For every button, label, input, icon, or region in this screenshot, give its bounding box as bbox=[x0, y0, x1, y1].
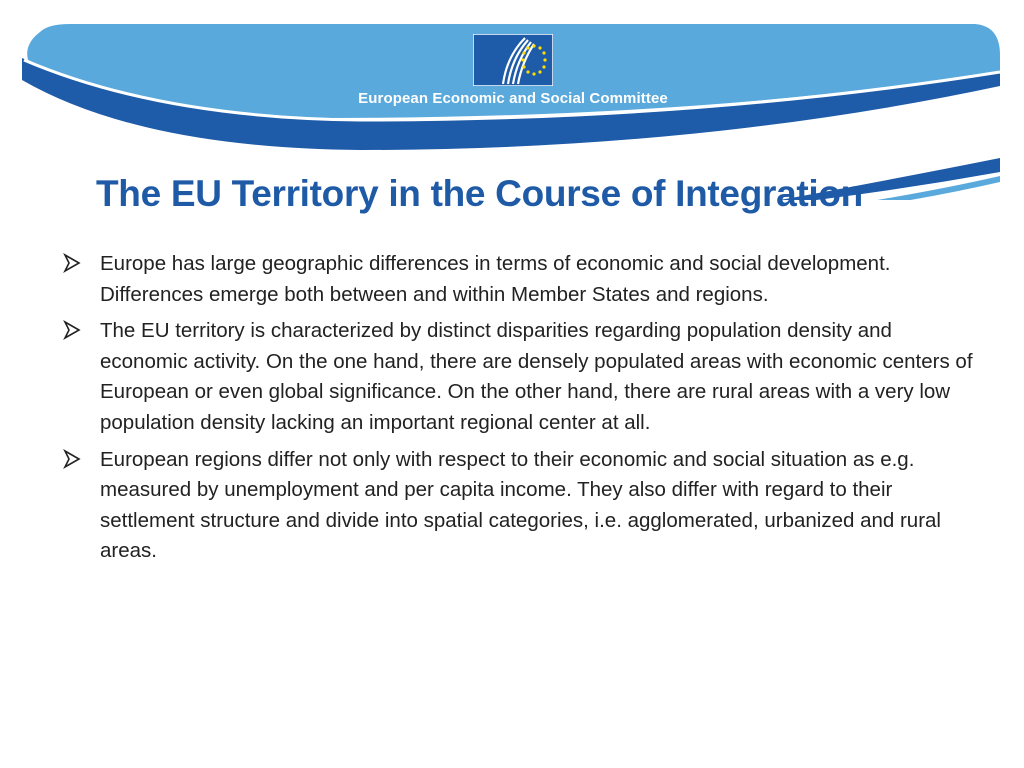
bullet-item bbox=[60, 445, 980, 567]
arrow-bullet-icon bbox=[62, 253, 82, 273]
bullet-list bbox=[60, 249, 980, 573]
bullet-item bbox=[60, 316, 980, 438]
organization-name-text: European Economic and Social Committee bbox=[358, 90, 668, 107]
eesc-logo-icon bbox=[473, 34, 553, 86]
arrow-bullet-icon bbox=[62, 449, 82, 469]
organization-name bbox=[0, 90, 1024, 107]
bullet-text: Europe has large geographic differences in terms of economic and social development. Differences emerge both between and within Member States and regions. bbox=[100, 252, 891, 306]
bullet-item bbox=[60, 249, 980, 310]
bullet-text: The EU territory is characterized by distinct disparities regarding population density and economic activity. On the one hand, there are densely populated areas with economic centers of European or even global significance. On the other hand, there are rural areas with a very low population density lacking an important regional center at all. bbox=[100, 319, 973, 434]
slide-title: The EU Territory in the Course of Integration bbox=[96, 173, 863, 214]
arrow-bullet-icon bbox=[62, 320, 82, 340]
bullet-text: European regions differ not only with respect to their economic and social situation as e.g. measured by unemployment and per capita income. They also differ with regard to their settlement structure and divide into spatial categories, i.e. agglomerated, urbanized and rural areas. bbox=[100, 447, 941, 563]
